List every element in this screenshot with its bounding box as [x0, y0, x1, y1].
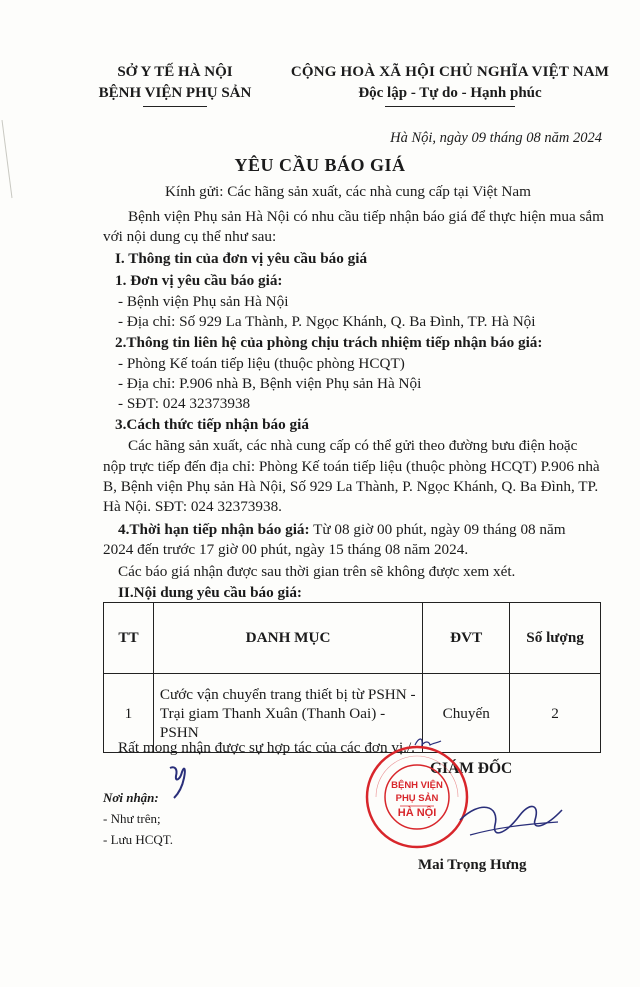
stamp-middle-text: PHỤ SẢN	[395, 793, 439, 804]
table-header-row	[104, 603, 601, 674]
method-line-4: Hà Nội. SĐT: 024 32373938.	[103, 498, 282, 515]
column-header-unit: ĐVT	[423, 603, 510, 674]
contact-address: - Địa chỉ: P.906 nhà B, Bệnh viện Phụ sản Hà Nội	[118, 375, 422, 392]
handwritten-initial-icon	[160, 762, 200, 802]
director-signature	[440, 780, 570, 860]
closing-line: Rất mong nhận được sự hợp tác của các đơn vị./.	[118, 739, 415, 756]
cell-tt: 1	[104, 674, 154, 753]
deadline-note: Các báo giá nhận được sau thời gian trên sẽ không được xem xét.	[118, 563, 516, 580]
recipient-item: - Như trên;	[103, 811, 161, 826]
intro-line-2: với nội dung cụ thể như sau:	[103, 228, 277, 245]
sub-2-heading: 2.Thông tin liên hệ của phòng chịu trách nhiệm tiếp nhận báo giá:	[115, 334, 543, 351]
cell-quantity: 2	[510, 674, 601, 753]
item-line: Trại giam Thanh Xuân (Thanh Oai) -	[159, 704, 386, 722]
deadline-line-2: 2024 đến trước 17 giờ 00 phút, ngày 15 tháng 08 năm 2024.	[103, 541, 469, 558]
header-rule	[143, 106, 207, 107]
contact-department: - Phòng Kế toán tiếp liệu (thuộc phòng HCQT)	[118, 355, 405, 372]
agency-name: SỞ Y TẾ HÀ NỘI	[117, 64, 233, 80]
national-motto: Độc lập - Tự do - Hạnh phúc	[358, 85, 542, 101]
deadline-line-1	[118, 520, 566, 539]
section-2-heading: II.Nội dung yêu cầu báo giá:	[118, 584, 302, 601]
item-line: PSHN	[159, 723, 199, 741]
method-line-2: nộp trực tiếp đến địa chỉ: Phòng Kế toán tiếp liệu (thuộc phòng HCQT) P.906 nhà	[103, 458, 600, 475]
national-header	[290, 62, 610, 107]
national-title: CỘNG HOÀ XÃ HỘI CHỦ NGHĨA VIỆT NAM	[290, 64, 610, 80]
method-line-3: B, Bệnh viện Phụ sản Hà Nội, Số 929 La Thành, P. Ngọc Khánh, Q. Ba Đình, TP.	[103, 478, 599, 495]
intro-line-1: Bệnh viện Phụ sản Hà Nội có nhu cầu tiếp nhận báo giá để thực hiện mua sắm	[128, 208, 604, 225]
stamp-top-text: BỆNH VIỆN	[391, 780, 443, 791]
motto-rule	[385, 106, 515, 107]
requester-address: - Địa chỉ: Số 929 La Thành, P. Ngọc Khánh, Q. Ba Đình, TP. Hà Nội	[118, 313, 536, 330]
sub-1-heading: 1. Đơn vị yêu cầu báo giá:	[115, 272, 283, 289]
signatory-title: GIÁM ĐỐC	[430, 760, 513, 777]
column-header-quantity: Số lượng	[510, 603, 601, 674]
salutation: Kính gửi: Các hãng sản xuất, các nhà cung cấp tại Việt Nam	[165, 183, 531, 200]
sub-3-heading: 3.Cách thức tiếp nhận báo giá	[115, 416, 309, 433]
quote-table	[103, 602, 601, 753]
document-title: YÊU CẦU BÁO GIÁ	[234, 155, 406, 175]
item-line: Cước vận chuyển trang thiết bị từ PSHN -	[159, 685, 416, 703]
sub-4-heading: 4.Thời hạn tiếp nhận báo giá:	[118, 521, 310, 538]
contact-phone: - SĐT: 024 32373938	[118, 395, 251, 412]
hospital-name: BỆNH VIỆN PHỤ SẢN	[98, 85, 252, 101]
agency-header	[95, 62, 255, 107]
recipient-item: - Lưu HCQT.	[103, 832, 173, 847]
recipients-heading: Nơi nhận:	[103, 790, 159, 805]
deadline-start: Từ 08 giờ 00 phút, ngày 09 tháng 08 năm	[309, 521, 566, 538]
cell-unit: Chuyến	[423, 674, 510, 753]
signatory-name: Mai Trọng Hưng	[418, 857, 527, 873]
document-date: Hà Nội, ngày 09 tháng 08 năm 2024	[390, 130, 602, 146]
section-1-heading: I. Thông tin của đơn vị yêu cầu báo giá	[115, 250, 368, 267]
column-header-tt: TT	[104, 603, 154, 674]
column-header-item: DANH MỤC	[153, 603, 422, 674]
method-line-1: Các hãng sản xuất, các nhà cung cấp có thể gửi theo đường bưu điện hoặc	[128, 437, 578, 454]
stamp-bottom-text: HÀ NỘI	[397, 807, 437, 819]
requester-name: - Bệnh viện Phụ sản Hà Nội	[118, 293, 289, 310]
